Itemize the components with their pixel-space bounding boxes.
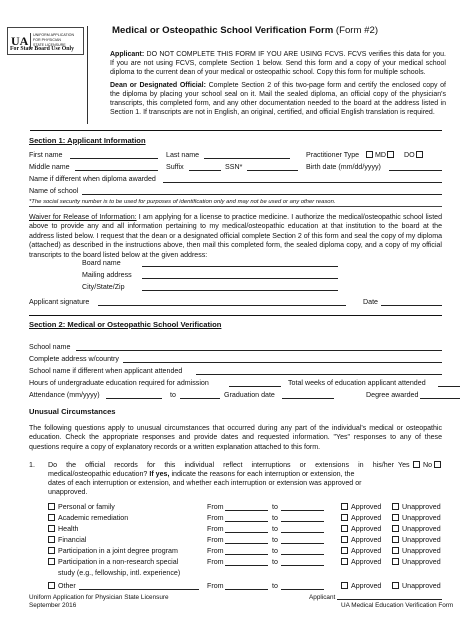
yes-label: Yes	[398, 461, 410, 469]
dean-instructions: Dean or Designated Official: Complete Section 2 of this two-page form and certify the enclosed copy of the diploma by placing your school seal on it. Mail the sealed diploma, an official copy of the physician's transcripts, this completed form, and any other documentation needed to the board at the address listed in Section 1. If transcripts are not in English, an original, certified, and official English translation is required.	[110, 82, 446, 116]
to-field[interactable]	[281, 589, 324, 590]
name-of-school-field[interactable]	[82, 194, 442, 195]
to-label: to	[272, 582, 278, 590]
reason-label-academic-remediation: Academic remediation	[58, 514, 129, 522]
ssn-note: *The social security number is to be used for purposes of identification only and may not be used or any other reason.	[29, 199, 336, 205]
attendance-to-field[interactable]	[180, 398, 220, 399]
from-label: From	[207, 547, 224, 555]
graduation-date-label: Graduation date	[224, 391, 275, 399]
no-checkbox[interactable]	[434, 461, 441, 468]
to-field[interactable]	[281, 532, 324, 533]
reason-label-joint-degree: Participation in a joint degree program	[58, 547, 178, 555]
md-label: MD	[375, 151, 387, 159]
from-label: From	[207, 558, 224, 566]
reason-checkbox-joint-degree[interactable]	[48, 547, 55, 554]
middle-name-label: Middle name	[29, 163, 70, 171]
attendance-from-field[interactable]	[106, 398, 162, 399]
reason-checkbox-health[interactable]	[48, 525, 55, 532]
unapproved-checkbox[interactable]	[392, 582, 399, 589]
approved-checkbox[interactable]	[341, 582, 348, 589]
to-field[interactable]	[281, 521, 324, 522]
attendance-to-label: to	[170, 391, 176, 399]
footer-right: UA Medical Education Verification Form	[341, 602, 454, 609]
suffix-label: Suffix	[166, 163, 184, 171]
from-field[interactable]	[225, 521, 268, 522]
birth-date-field[interactable]	[389, 170, 442, 171]
from-field[interactable]	[225, 543, 268, 544]
complete-address-label: Complete address w/country	[29, 355, 119, 363]
reason-label-health: Health	[58, 525, 79, 533]
reason-checkbox-special-study[interactable]	[48, 558, 55, 565]
form-title: Medical or Osteopathic School Verification Form (Form #2)	[112, 25, 379, 36]
unapproved-checkbox[interactable]	[392, 503, 399, 510]
reason-label-special-study: Participation in a non-research special	[58, 558, 179, 566]
question-number: 1.	[29, 461, 35, 469]
other-field[interactable]	[79, 589, 199, 590]
from-field[interactable]	[225, 510, 268, 511]
signature-date-label: Date	[363, 298, 378, 306]
mailing-address-label: Mailing address	[82, 271, 132, 279]
approved-label: Approved	[351, 547, 382, 555]
section2-title: Section 2: Medical or Osteopathic School Verification	[29, 320, 222, 329]
logo-line-1: UNIFORM APPLICATION	[33, 33, 75, 37]
applicant-instructions: Applicant: DO NOT COMPLETE THIS FORM IF YOU ARE USING FCVS. FCVS verifies this data for you. If you are not using FCVS, complete Section 1 below. Send this form and a copy of your medical school diploma to the current dean of your medical or osteopathic school. Copy this form for multiple schools.	[110, 51, 446, 76]
last-name-label: Last name	[166, 151, 200, 159]
approved-checkbox[interactable]	[341, 525, 348, 532]
unapproved-checkbox[interactable]	[392, 536, 399, 543]
applicant-signature-label: Applicant signature	[29, 298, 90, 306]
reason-checkbox-personal-family[interactable]	[48, 503, 55, 510]
reason-checkbox-academic-remediation[interactable]	[48, 514, 55, 521]
practitioner-type-label: Practitioner Type	[306, 151, 360, 159]
from-label: From	[207, 514, 224, 522]
hours-undergrad-label: Hours of undergraduate education required for admission	[29, 379, 209, 387]
mailing-address-field[interactable]	[142, 278, 338, 279]
to-label: to	[272, 547, 278, 555]
from-field[interactable]	[225, 554, 268, 555]
unapproved-label: Unapproved	[402, 547, 441, 555]
hours-undergrad-field[interactable]	[229, 386, 281, 387]
yes-checkbox[interactable]	[413, 461, 420, 468]
state-board-use-label-visible: For State Board Use Only	[10, 46, 74, 52]
reason-label-personal-family: Personal or family	[58, 503, 115, 511]
reason-label-special-study-cont: study (e.g., fellowship, intl. experience)	[58, 569, 181, 577]
applicant-signature-field[interactable]	[98, 305, 346, 306]
approved-label: Approved	[351, 514, 382, 522]
unusual-title: Unusual Circumstances	[29, 407, 116, 416]
total-weeks-field[interactable]	[438, 386, 460, 387]
approved-label: Approved	[351, 536, 382, 544]
from-label: From	[207, 525, 224, 533]
waiver-paragraph: Waiver for Release of Information: I am applying for a license to practice medicine. I authorize the medical/osteopathic school listed above to provide any and all information pertaining to my medical/osteopathic education at that institution to the board at the address listed below. I request that the dean or a designated official complete Section 2 of this form and seal the copy of my diploma (attached) as described in the instructions above, then mail this completed form, the sealed diploma copy, and a copy of my official transcripts to the board listed below at the given address:	[29, 214, 442, 259]
board-name-label: Board name	[82, 259, 121, 267]
from-field[interactable]	[225, 589, 268, 590]
attendance-label: Attendance (mm/yyyy)	[29, 391, 100, 399]
degree-awarded-field[interactable]	[420, 398, 460, 399]
md-checkbox[interactable]	[366, 151, 373, 158]
last-name-field[interactable]	[204, 158, 290, 159]
school-name-label: School name	[29, 343, 71, 351]
approved-checkbox[interactable]	[341, 558, 348, 565]
unapproved-label: Unapproved	[402, 525, 441, 533]
signature-date-field[interactable]	[381, 305, 442, 306]
first-name-field[interactable]	[70, 158, 158, 159]
board-name-field[interactable]	[142, 266, 338, 267]
school-if-different-label: School name if different when applicant attended	[29, 367, 183, 375]
to-field[interactable]	[281, 554, 324, 555]
logo-line-3: STATE LICENSURE	[33, 43, 66, 47]
logo-line-2: FOR PHYSICIAN	[33, 38, 61, 42]
suffix-field[interactable]	[189, 170, 221, 171]
approved-label: Approved	[351, 582, 382, 590]
to-field[interactable]	[281, 565, 324, 566]
approved-checkbox[interactable]	[341, 514, 348, 521]
do-label: DO	[404, 151, 415, 159]
to-label: to	[272, 536, 278, 544]
unapproved-label: Unapproved	[402, 514, 441, 522]
to-field[interactable]	[281, 510, 324, 511]
approved-checkbox[interactable]	[341, 503, 348, 510]
unapproved-checkbox[interactable]	[392, 547, 399, 554]
to-label: to	[272, 503, 278, 511]
school-if-different-field[interactable]	[196, 374, 442, 375]
footer-applicant-field[interactable]	[337, 599, 442, 600]
unapproved-checkbox[interactable]	[392, 514, 399, 521]
reason-checkbox-financial[interactable]	[48, 536, 55, 543]
birth-date-label: Birth date (mm/dd/yyyy)	[306, 163, 381, 171]
degree-awarded-label: Degree awarded	[366, 391, 419, 399]
unapproved-checkbox[interactable]	[392, 558, 399, 565]
approved-label: Approved	[351, 558, 382, 566]
name-if-different-label: Name if different when diploma awarded	[29, 175, 156, 183]
to-label: to	[272, 514, 278, 522]
total-weeks-label: Total weeks of education applicant attended	[288, 379, 426, 387]
approved-label: Approved	[351, 525, 382, 533]
from-field[interactable]	[225, 565, 268, 566]
from-field[interactable]	[225, 532, 268, 533]
approved-label: Approved	[351, 503, 382, 511]
to-label: to	[272, 525, 278, 533]
from-label: From	[207, 503, 224, 511]
do-checkbox[interactable]	[416, 151, 423, 158]
graduation-date-field[interactable]	[282, 398, 334, 399]
footer-applicant-label: Applicant	[309, 594, 336, 601]
logo-mark: UA	[11, 34, 29, 48]
md-checkbox-right[interactable]	[387, 151, 394, 158]
approved-checkbox[interactable]	[341, 536, 348, 543]
unapproved-label: Unapproved	[402, 558, 441, 566]
name-if-different-field[interactable]	[163, 182, 442, 183]
middle-name-field[interactable]	[75, 170, 158, 171]
ssn-label: SSN*	[225, 163, 243, 171]
city-state-zip-field[interactable]	[142, 290, 338, 291]
from-label: From	[207, 536, 224, 544]
name-of-school-label: Name of school	[29, 187, 79, 195]
ssn-field[interactable]	[247, 170, 298, 171]
footer-left-1: Uniform Application for Physician State Licensure	[29, 594, 169, 601]
to-label: to	[272, 558, 278, 566]
unapproved-label: Unapproved	[402, 503, 441, 511]
reason-label-financial: Financial	[58, 536, 87, 544]
first-name-label: First name	[29, 151, 63, 159]
reason-label-other: Other	[58, 582, 76, 590]
complete-address-field[interactable]	[123, 362, 442, 363]
city-state-zip-label: City/State/Zip	[82, 283, 125, 291]
to-field[interactable]	[281, 543, 324, 544]
footer-left-2: September 2016	[29, 602, 77, 609]
unusual-intro: The following questions apply to unusual circumstances that occurred during any part of the individual's medical or osteopathic education. Check the appropriate responses and provide dates and requested information. "Yes" responses to any of these questions require a copy of explanatory records or a written explanation attached to this form.	[29, 425, 442, 451]
no-label: No	[423, 461, 433, 469]
unapproved-label: Unapproved	[402, 582, 441, 590]
unapproved-checkbox[interactable]	[392, 525, 399, 532]
unapproved-label: Unapproved	[402, 536, 441, 544]
approved-checkbox[interactable]	[341, 547, 348, 554]
school-name-field[interactable]	[76, 350, 442, 351]
section1-title: Section 1: Applicant Information	[29, 136, 146, 145]
from-label: From	[207, 582, 224, 590]
question-text: Do the official records for this individual reflect interruptions or extensions in his/her medical/osteopathic education? If yes, indicate the reasons for each interruption or extension, the dates of each interruption or extension, and whether each interruption or extension was approved or unapproved.	[48, 461, 394, 496]
reason-checkbox-other[interactable]	[48, 582, 55, 589]
